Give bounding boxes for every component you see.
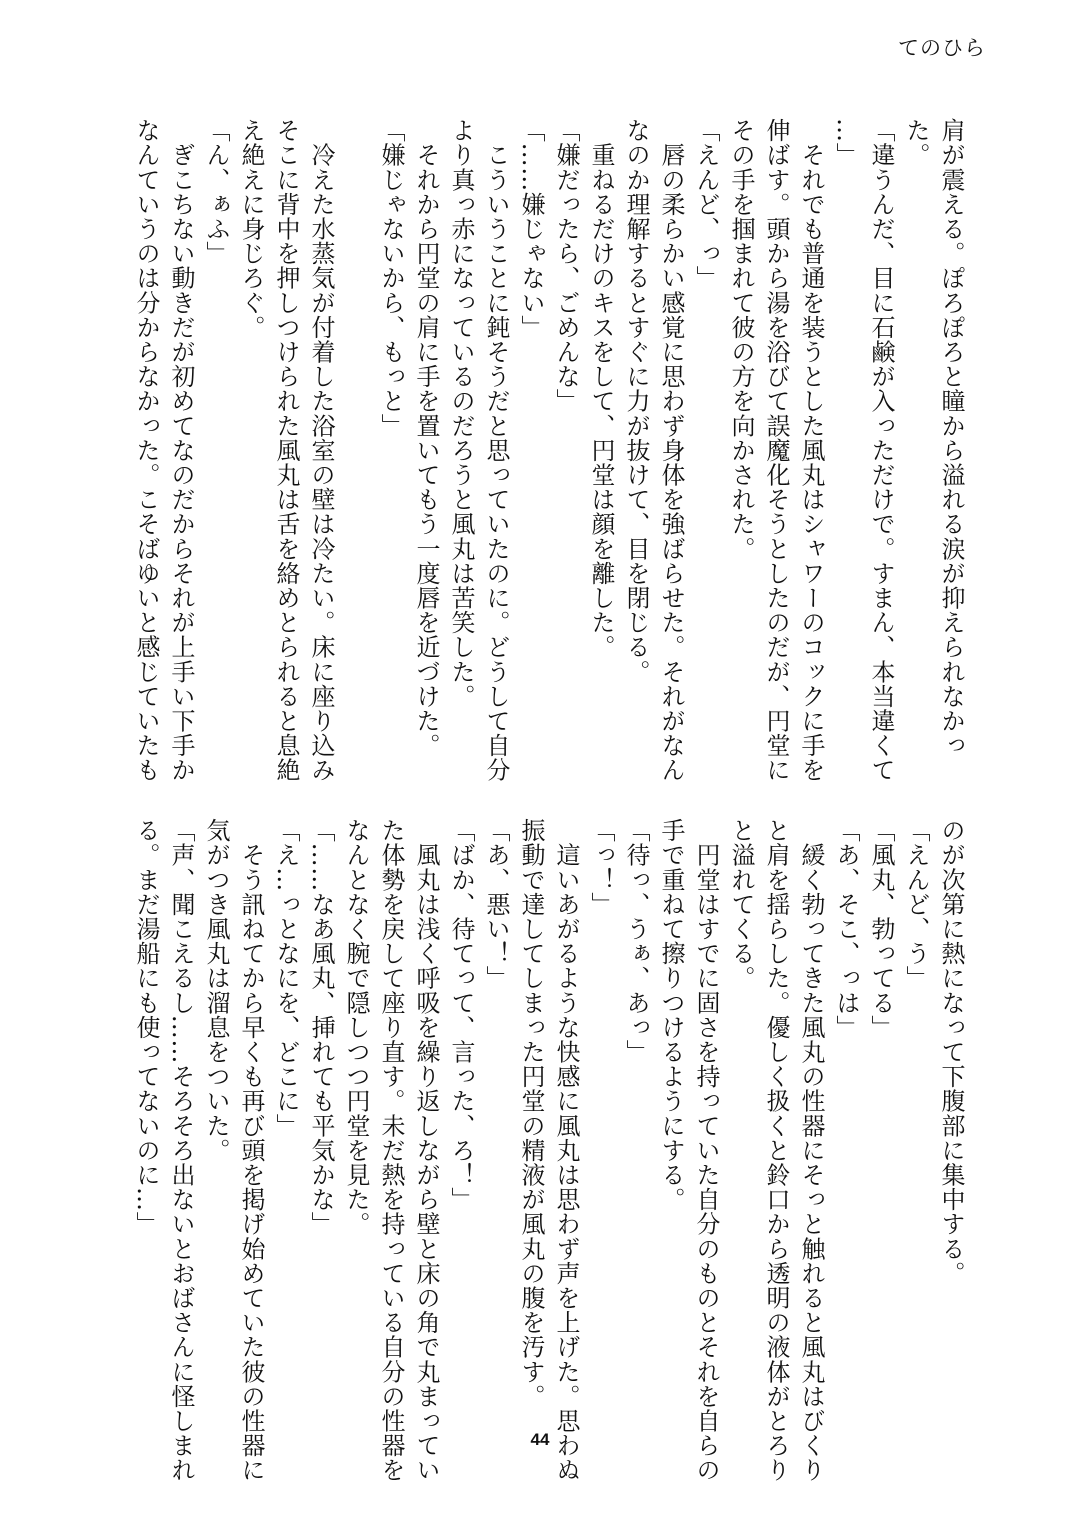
text-line: 振動で達してしまった円堂の精液が風丸の腹を汚す。 [517,818,545,1409]
text-line: る。まだ湯船にも使ってないのに…」 [132,818,160,1237]
text-block-lower [128,818,968,1483]
text-line: 「風丸、勃ってる」 [867,818,895,1040]
running-head-title: てのひら [898,36,986,60]
text-line: 緩く勃ってきた風丸の性器にそっと触れると風丸はびくり [797,818,825,1483]
text-line: 冷えた水蒸気が付着した浴室の壁は冷たい。床に座り込み [307,118,335,783]
text-line: 「……なあ風丸、挿れても平気かな」 [307,818,335,1237]
text-line: 「あ、そこ、っは」 [832,818,860,1040]
text-line: 風丸は浅く呼吸を繰り返しながら壁と床の角で丸まってい [412,818,440,1483]
text-line: 「え…っとなにを、どこに」 [272,818,300,1138]
text-line: 「ばか、待てって、言った、ろ！」 [447,818,475,1212]
text-line: そこに背中を押しつけられた風丸は舌を絡めとられると息絶 [272,118,300,783]
text-line: 「声、聞こえるし……そろそろ出ないとおばさんに怪しまれ [167,818,195,1483]
text-line: 「……嫌じゃない」 [517,118,545,340]
text-line: と溢れてくる。 [727,818,755,991]
text-line: 這いあがるような快感に風丸は思わず声を上げた。思わぬ [552,818,580,1483]
text-line: なのか理解するとすぐに力が抜けて、目を閉じる。 [622,118,650,684]
text-line: それから円堂の肩に手を置いてもう一度唇を近づけた。 [412,118,440,758]
text-line: より真っ赤になっているのだろうと風丸は苦笑した。 [447,118,475,709]
text-line: 肩が震える。ぽろぽろと瞳から溢れる涙が抑えられなかっ [937,118,965,758]
text-line: 「違うんだ、目に石鹸が入っただけで。すまん、本当違くて [867,118,895,783]
text-line: 「嫌だったら、ごめんな」 [552,118,580,414]
text-line: え絶えに身じろぐ。 [237,118,265,340]
text-line: それでも普通を装うとした風丸はシャワーのコックに手を [797,118,825,783]
text-line: 気がつき風丸は溜息をついた。 [202,818,230,1163]
text-line: 円堂はすでに固さを持っていた自分のものとそれを自らの [692,818,720,1483]
text-line: …」 [832,118,860,168]
text-line: なんとなく腕で隠しつつ円堂を見た。 [342,818,370,1237]
text-line: 「えんど、っ」 [692,118,720,291]
text-line: 「っ！」 [587,818,615,917]
text-line: 手で重ねて擦りつけるようにする。 [657,818,685,1212]
text-line: そう訊ねてから早くも再び頭を掲げ始めていた彼の性器に [237,818,265,1483]
text-line: た。 [902,118,930,168]
text-block-upper [128,118,968,783]
text-line: 「ん、ぁふ」 [202,118,230,266]
text-line: のが次第に熱になって下腹部に集中する。 [937,818,965,1286]
page-number: 44 [530,1430,550,1449]
text-line: 「待っ、うぁ、あっ」 [622,818,650,1064]
text-line: なんていうのは分からなかった。こそばゆいと感じていたも [132,118,160,783]
text-line: ぎこちない動きだが初めてなのだからそれが上手い下手か [167,118,195,783]
text-line: こういうことに鈍そうだと思っていたのに。どうして自分 [482,118,510,783]
text-line: 伸ばす。頭から湯を浴びて誤魔化そうとしたのだが、円堂に [762,118,790,783]
text-line: 唇の柔らかい感覚に思わず身体を強ばらせた。それがなん [657,118,685,783]
text-line [338,118,373,778]
text-line: 重ねるだけのキスをして、円堂は顔を離した。 [587,118,615,660]
text-line: た体勢を戻して座り直す。未だ熱を持っている自分の性器を [377,818,405,1483]
text-line: 「えんど、う」 [902,818,930,991]
text-line: その手を掴まれて彼の方を向かされた。 [727,118,755,561]
text-line: 「あ、悪い！」 [482,818,510,991]
text-line: と肩を揺らした。優しく扱くと鈴口から透明の液体がとろり [762,818,790,1483]
text-line: 「嫌じゃないから、もっと」 [377,118,405,438]
